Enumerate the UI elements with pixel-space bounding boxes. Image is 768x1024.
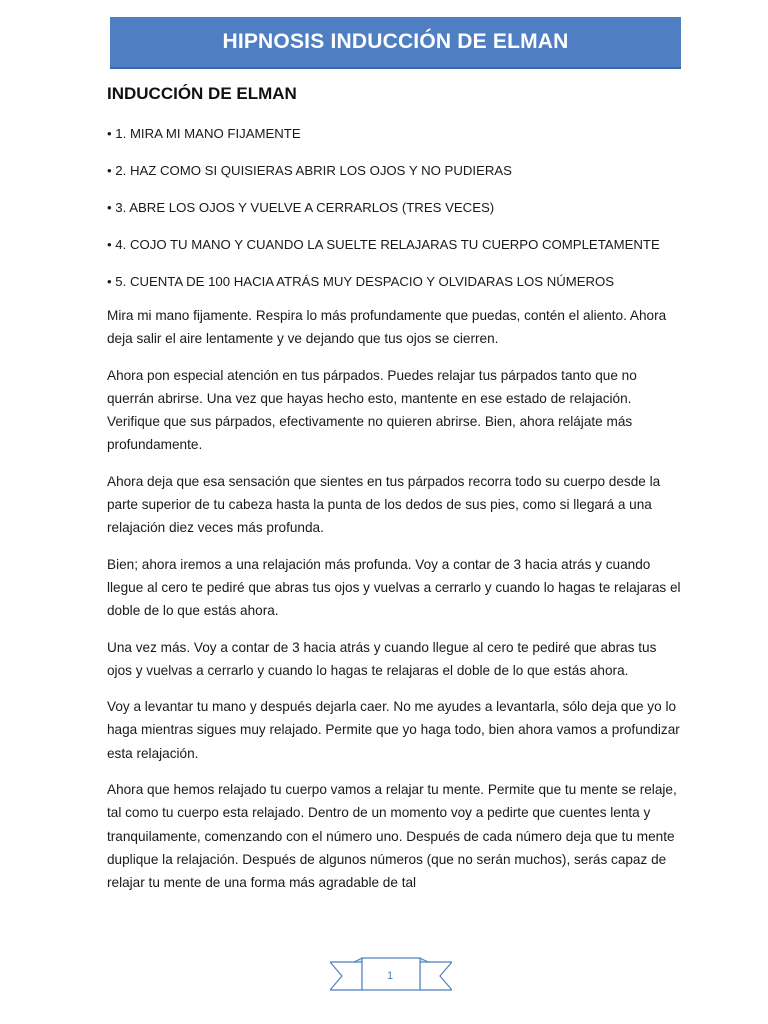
paragraph: Ahora que hemos relajado tu cuerpo vamos a relajar tu mente. Permite que tu mente se relaje, tal como tu cuerpo esta relajado. Dentro de un momento voy a pedirte que cuentes lenta y tranquilamente, comenzando con el número uno. Después de cada número deja que tu mente duplique la relajación. Después de algunos números (que no serán muchos), serás capaz de relajar tu mente de una forma más agradable de tal xyxy=(107,782,677,891)
steps-list xyxy=(107,124,707,309)
section-heading: INDUCCIÓN DE ELMAN xyxy=(107,84,297,103)
document-title: HIPNOSIS INDUCCIÓN DE ELMAN xyxy=(222,30,569,53)
list-item: • 3. ABRE LOS OJOS Y VUELVE A CERRARLOS (TRES VECES) xyxy=(107,200,495,215)
paragraph: Una vez más. Voy a contar de 3 hacia atrás y cuando llegue al cero te pediré que abras tus ojos y vuelvas a cerrarlo y cuando lo hagas te relajaras el doble de lo que estás ahora. xyxy=(107,639,657,678)
paragraph: Bien; ahora iremos a una relajación más profunda. Voy a contar de 3 hacia atrás y cuando llegue al cero te pediré que abras tus ojos y vuelvas a cerrarlo y cuando lo hagas te relajaras el doble de lo que estás ahora. xyxy=(107,556,681,619)
page-number: 1 xyxy=(386,970,394,982)
body-text xyxy=(107,304,682,908)
list-item: • 2. HAZ COMO SI QUISIERAS ABRIR LOS OJOS Y NO PUDIERAS xyxy=(107,163,512,178)
list-item: • 1. MIRA MI MANO FIJAMENTE xyxy=(107,126,301,141)
paragraph: Mira mi mano fijamente. Respira lo más profundamente que puedas, contén el aliento. Ahora deja salir el aire lentamente y ve dejando que tus ojos se cierren. xyxy=(107,308,667,347)
paragraph: Voy a levantar tu mano y después dejarla caer. No me ayudes a levantarla, sólo deja que yo lo haga mientras sigues muy relajado. Permite que yo haga todo, bien ahora vamos a profundizar esta relajación. xyxy=(107,699,680,761)
paragraph: Ahora deja que esa sensación que sientes en tus párpados recorra todo su cuerpo desde la parte superior de tu cabeza hasta la punta de los dedos de sus pies, como si llegará a una relajación diez veces más profunda. xyxy=(107,473,661,536)
title-banner xyxy=(110,17,681,69)
paragraph: Ahora pon especial atención en tus párpados. Puedes relajar tus párpados tanto que no querrán abrirse. Una vez que hayas hecho esto, mantente en ese estado de relajación. Verifique que sus párpados, efectivamente no quieren abrirse. Bien, ahora relájate más profundamente. xyxy=(107,367,637,453)
list-item: • 4. COJO TU MANO Y CUANDO LA SUELTE RELAJARAS TU CUERPO COMPLETAMENTE xyxy=(107,237,660,252)
list-item: • 5. CUENTA DE 100 HACIA ATRÁS MUY DESPACIO Y OLVIDARAS LOS NÚMEROS xyxy=(107,274,615,289)
